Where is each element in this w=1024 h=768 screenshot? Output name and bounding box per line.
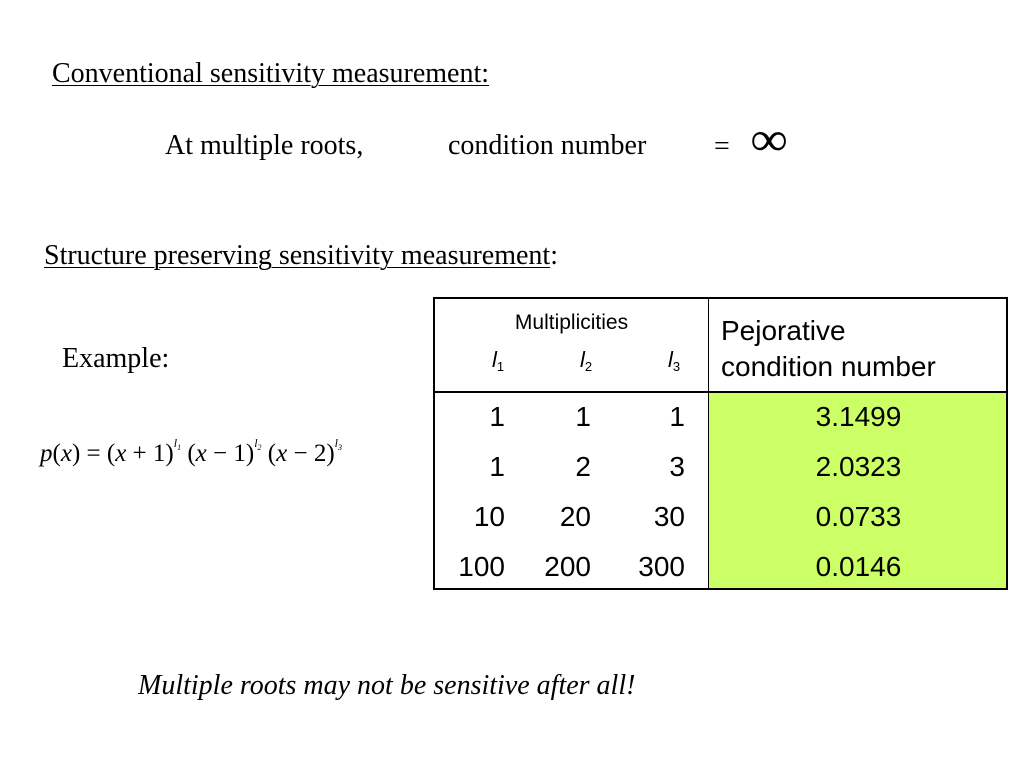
condition-value-cell: 0.0733 [815,501,902,532]
formula-minus-one: − 1) [206,440,255,467]
l2-cell: 2 [575,451,591,482]
table-row [435,501,1006,541]
l1-header: $l_1$ [492,347,505,374]
l2-cell: 200 [544,551,591,582]
formula-x: x [115,440,127,467]
exponent-l3: l3 [334,436,343,452]
formula-x: x [276,440,288,467]
formula-x: x [60,440,72,467]
table-row [435,451,1006,491]
structure-heading-text: Structure preserving sensitivity measurement [44,240,551,271]
l3-cell: 3 [669,451,685,482]
l1-cell: 100 [458,551,505,582]
condition-value-cell: 2.0323 [815,451,902,482]
l3-header: $l_3$ [668,347,681,374]
l1-cell: 1 [489,401,505,432]
structure-heading [44,240,558,272]
formula-x: x [195,440,207,467]
conclusion-text: Multiple roots may not be sensitive after all! [138,670,636,701]
l1-cell: 1 [489,451,505,482]
formula-open-paren: ( [52,440,61,467]
formula-plus-one: + 1) [126,440,174,467]
formula-open-paren: ( [261,440,277,467]
formula-minus-two: − 2) [287,440,335,467]
condition-value-cell: 3.1499 [815,401,902,432]
formula-p: p [40,440,53,467]
polynomial-formula [40,436,342,468]
l3-cell: 300 [638,551,685,582]
equals-sign: = [714,131,730,162]
l3-cell: 30 [653,501,685,532]
formula-equals: ) = ( [71,440,116,467]
exponent-l1: l1 [173,436,182,452]
l2-cell: 20 [559,501,591,532]
condition-number-header: condition number [721,351,936,382]
conventional-heading: Conventional sensitivity measurement: [52,58,490,89]
table-row [435,401,1006,441]
condition-number-table [433,297,1008,590]
l2-cell: 1 [575,401,591,432]
pejorative-header: Pejorative [721,315,846,346]
example-label: Example: [62,343,170,374]
condition-number-text: condition number [448,130,647,161]
table-row [435,551,1006,591]
condition-value-cell: 0.0146 [815,551,902,582]
formula-open-paren: ( [181,440,196,467]
exponent-l2: l2 [254,436,262,452]
structure-heading-colon: : [550,240,558,271]
multiplicities-header: Multiplicities [514,311,629,334]
l1-cell: 10 [473,501,505,532]
header-divider [435,391,1006,393]
multiple-roots-text: At multiple roots, [165,130,364,161]
l3-cell: 1 [669,401,685,432]
l2-header: $l_2$ [580,347,593,374]
column-divider [708,299,709,588]
infinity-symbol: ∞ [750,113,788,166]
